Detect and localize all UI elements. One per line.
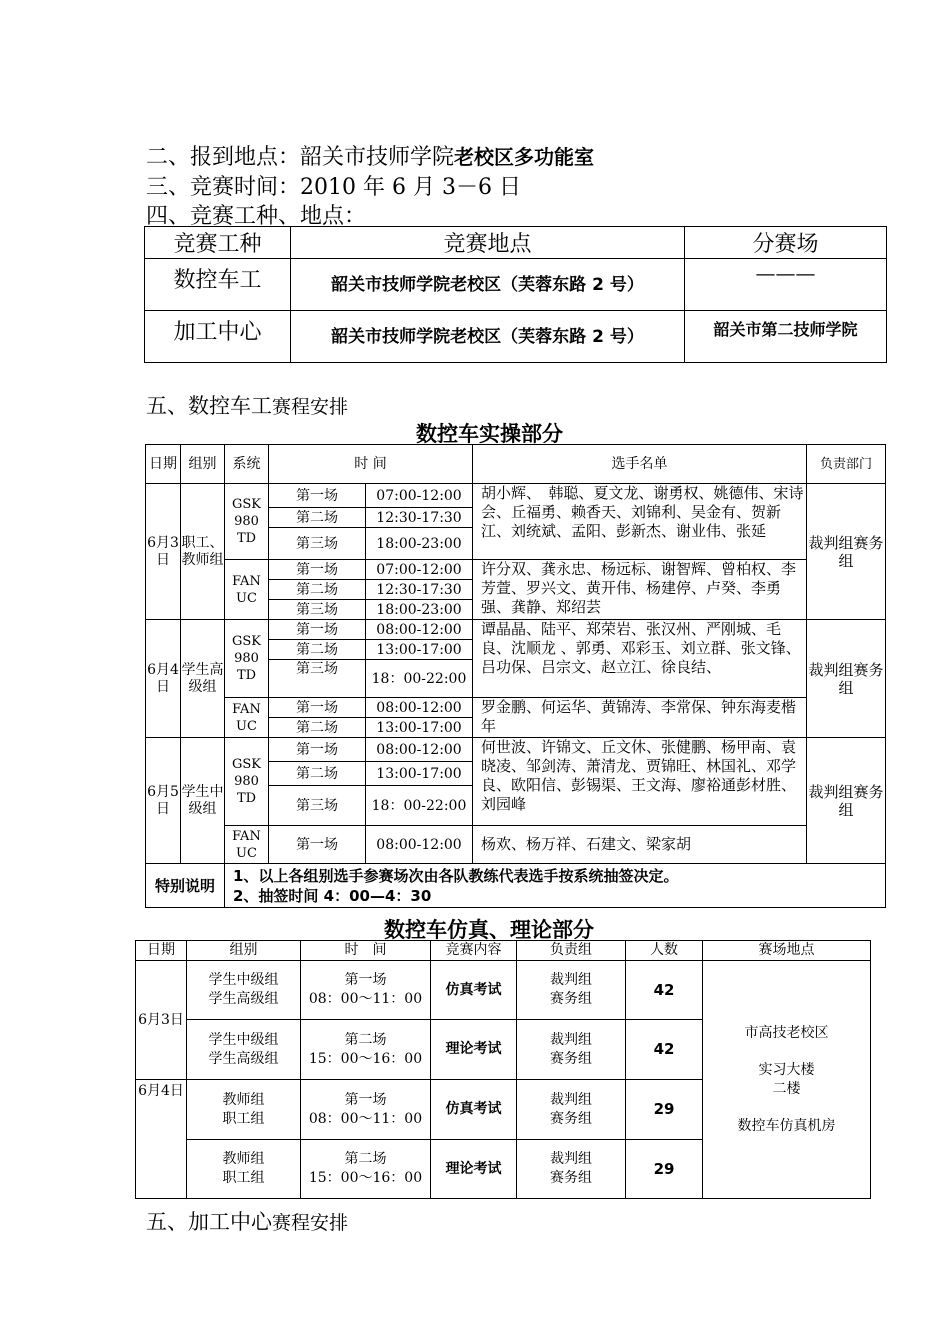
theory-group: 学生中级组 学生高级组 <box>187 961 301 1020</box>
col-names: 选手名单 <box>473 445 807 484</box>
session-time: 13:00-17:00 <box>366 640 473 660</box>
machining-schedule-suffix: 赛程安排 <box>272 1212 349 1234</box>
theory-time-range: 08：00～11：00 <box>308 991 423 1007</box>
registration-label: 二、报到地点：韶关市技师学院 <box>146 145 455 170</box>
venue-line-4: 数控车仿真机房 <box>737 1117 836 1134</box>
theory-count: 42 <box>626 961 703 1020</box>
lathe-schedule-heading <box>146 390 348 420</box>
theory-session: 第一场 <box>344 1091 387 1108</box>
special-note-1: 1、以上各组别选手参赛场次由各队教练代表选手按系统抽签决定。 <box>233 866 679 885</box>
day3-gsk: GSK 980 TD <box>225 738 269 826</box>
session-time: 13:00-17:00 <box>366 762 473 786</box>
venue-location: 韶关市技师学院老校区（芙蓉东路 2 号） <box>291 311 685 363</box>
trade-name: 加工中心 <box>145 311 291 363</box>
day2-date: 6月4日 <box>146 620 181 738</box>
col-dept: 负责部门 <box>807 445 886 484</box>
day3-date: 6月5日 <box>146 738 181 864</box>
session-label: 第一场 <box>269 738 366 762</box>
session-label: 第一场 <box>269 484 366 508</box>
session-time: 08:00-12:00 <box>366 620 473 640</box>
day2-dept: 裁判组赛务组 <box>807 620 886 738</box>
theory-time <box>301 1020 431 1080</box>
theory-dept: 裁判组 赛务组 <box>517 1140 626 1199</box>
theory-session: 第二场 <box>344 1031 387 1048</box>
session-label: 第二场 <box>269 718 366 738</box>
machining-schedule-label: 五、加工中心 <box>146 1210 272 1234</box>
theory-time <box>301 1140 431 1199</box>
session-time: 12:30-17:30 <box>366 508 473 528</box>
session-time: 07:00-12:00 <box>366 560 473 580</box>
theory-time-range: 15：00～16：00 <box>308 1050 423 1067</box>
theory-table <box>135 940 871 1199</box>
session-time: 18:00-23:00 <box>366 600 473 620</box>
col-time: 时 间 <box>269 445 473 484</box>
competition-time-line: 三、竞赛时间：2010 年 6 月 3－6 日 <box>146 175 521 200</box>
day3-gsk-names: 何世波、许锦文、丘文休、张健鹏、杨甲南、袁晓凌、邹剑涛、萧清龙、贾锦旺、林国礼、邓学良、欧阳信、彭锡渠、王文海、廖裕通彭材胜、刘园峰 <box>473 738 807 826</box>
theory-dept: 裁判组 赛务组 <box>517 1080 626 1140</box>
theory-content: 理论考试 <box>431 1140 517 1199</box>
day1-gsk-names: 胡小辉、 韩聪、夏文龙、谢勇权、姚德伟、宋诗会、丘福勇、赖香天、刘锦利、吴金有、贺新江、刘统斌、孟阳、彭新杰、谢业伟、张延 <box>473 484 807 560</box>
day2-gsk-names: 谭晶晶、陆平、郑荣岩、张汉州、严刚城、毛 良、沈顺龙 、郭勇、邓彩玉、刘立群、张文锋、吕功保、吕宗文、赵立江、徐良结、 <box>473 620 807 698</box>
day3-fanuc-names: 杨欢、杨万祥、石建文、梁家胡 <box>473 826 807 864</box>
day1-gsk: GSK 980 TD <box>225 484 269 560</box>
session-label: 第一场 <box>269 620 366 640</box>
session-time: 18：00-22:00 <box>366 786 473 826</box>
day1-dept: 裁判组赛务组 <box>807 484 886 620</box>
theory-header: 时 间 <box>301 941 431 961</box>
registration-venue: 老校区多功能室 <box>454 145 595 169</box>
session-label: 第二场 <box>269 508 366 528</box>
theory-dept: 裁判组 赛务组 <box>517 961 626 1020</box>
venue-line-2: 实习大楼 <box>758 1061 815 1078</box>
col-date: 日期 <box>146 445 181 484</box>
session-label: 第一场 <box>269 560 366 580</box>
competition-types-line: 四、竞赛工种、地点： <box>146 204 367 229</box>
theory-group: 教师组 职工组 <box>187 1140 301 1199</box>
special-note <box>225 864 886 908</box>
theory-header: 日期 <box>136 941 187 961</box>
session-time: 18:00-23:00 <box>366 528 473 560</box>
venue-location: 韶关市技师学院老校区（芙蓉东路 2 号） <box>291 259 685 311</box>
theory-content: 仿真考试 <box>431 1080 517 1140</box>
theory-header: 组别 <box>187 941 301 961</box>
session-label: 第二场 <box>269 580 366 600</box>
session-label: 第三场 <box>269 660 366 698</box>
theory-time-range: 15：00～16：00 <box>308 1170 423 1186</box>
theory-time <box>301 961 431 1020</box>
theory-header: 负责组 <box>517 941 626 961</box>
theory-dept: 裁判组 赛务组 <box>517 1020 626 1080</box>
theory-group: 学生中级组 学生高级组 <box>187 1020 301 1080</box>
theory-content: 仿真考试 <box>431 961 517 1020</box>
session-label: 第三场 <box>269 786 366 826</box>
lathe-schedule-label: 五、数控车工 <box>146 394 272 418</box>
day2-fanuc: FAN UC <box>225 698 269 738</box>
theory-content: 理论考试 <box>431 1020 517 1080</box>
machining-schedule-heading <box>146 1206 348 1236</box>
theory-header: 竞赛内容 <box>431 941 517 961</box>
theory-time <box>301 1080 431 1140</box>
theory-count: 42 <box>626 1020 703 1080</box>
theory-header: 赛场地点 <box>703 941 871 961</box>
day1-date: 6月3日 <box>146 484 181 620</box>
day1-fanuc-names: 许分双、龚永忠、杨远标、谢智辉、曾柏权、李芳萱、罗兴文、黄开伟、杨建停、卢癸、李勇强、龚静、郑绍芸 <box>473 560 807 620</box>
special-note-2: 2、抽签时间 4：00—4：30 <box>233 886 432 905</box>
col-group: 组别 <box>181 445 225 484</box>
day2-fanuc-names: 罗金鹏、何运华、黄锦涛、李常保、钟东海麦楷年 <box>473 698 807 738</box>
theory-group: 教师组 职工组 <box>187 1080 301 1140</box>
registration-line <box>146 140 594 171</box>
day2-gsk: GSK 980 TD <box>225 620 269 698</box>
theory-session: 第一场 <box>344 972 387 988</box>
venue-table-header: 竞赛地点 <box>291 227 685 259</box>
theory-date-2: 6月4日 <box>136 1080 187 1199</box>
sub-venue: ——— <box>685 259 887 311</box>
session-label: 第三场 <box>269 600 366 620</box>
day3-fanuc: FAN UC <box>225 826 269 864</box>
session-label: 第二场 <box>269 762 366 786</box>
theory-date-1: 6月3日 <box>136 961 187 1080</box>
day1-fanuc: FAN UC <box>225 560 269 620</box>
day3-dept: 裁判组赛务组 <box>807 738 886 864</box>
session-label: 第三场 <box>269 528 366 560</box>
lathe-schedule-suffix: 赛程安排 <box>272 396 349 418</box>
session-label: 第二场 <box>269 640 366 660</box>
session-time: 08:00-12:00 <box>366 826 473 864</box>
venue-table-header: 竞赛工种 <box>145 227 291 259</box>
practical-table <box>145 444 886 908</box>
day3-group: 学生中级组 <box>181 738 225 864</box>
col-system: 系统 <box>225 445 269 484</box>
theory-header: 人数 <box>626 941 703 961</box>
theory-session: 第二场 <box>344 1151 387 1167</box>
day1-group: 职工、教师组 <box>181 484 225 620</box>
session-time: 12:30-17:30 <box>366 580 473 600</box>
session-label: 第一场 <box>269 826 366 864</box>
session-time: 18：00-22:00 <box>366 660 473 698</box>
theory-count: 29 <box>626 1080 703 1140</box>
theory-count: 29 <box>626 1140 703 1199</box>
special-note-heading: 特别说明 <box>146 864 225 908</box>
theory-title: 数控车仿真、理论部分 <box>384 918 594 942</box>
venue-line-1: 市高技老校区 <box>744 1024 829 1041</box>
session-time: 08:00-12:00 <box>366 738 473 762</box>
venue-table <box>144 226 887 363</box>
theory-time-range: 08：00～11：00 <box>308 1110 423 1127</box>
trade-name: 数控车工 <box>145 259 291 311</box>
venue-table-header: 分赛场 <box>685 227 887 259</box>
session-time: 13:00-17:00 <box>366 718 473 738</box>
venue-line-3: 二楼 <box>772 1080 801 1097</box>
day2-group: 学生高级组 <box>181 620 225 738</box>
sub-venue: 韶关市第二技师学院 <box>685 311 887 363</box>
theory-venue <box>703 961 871 1199</box>
session-label: 第一场 <box>269 698 366 718</box>
session-time: 08:00-12:00 <box>366 698 473 718</box>
practical-title: 数控车实操部分 <box>416 422 563 446</box>
session-time: 07:00-12:00 <box>366 484 473 508</box>
